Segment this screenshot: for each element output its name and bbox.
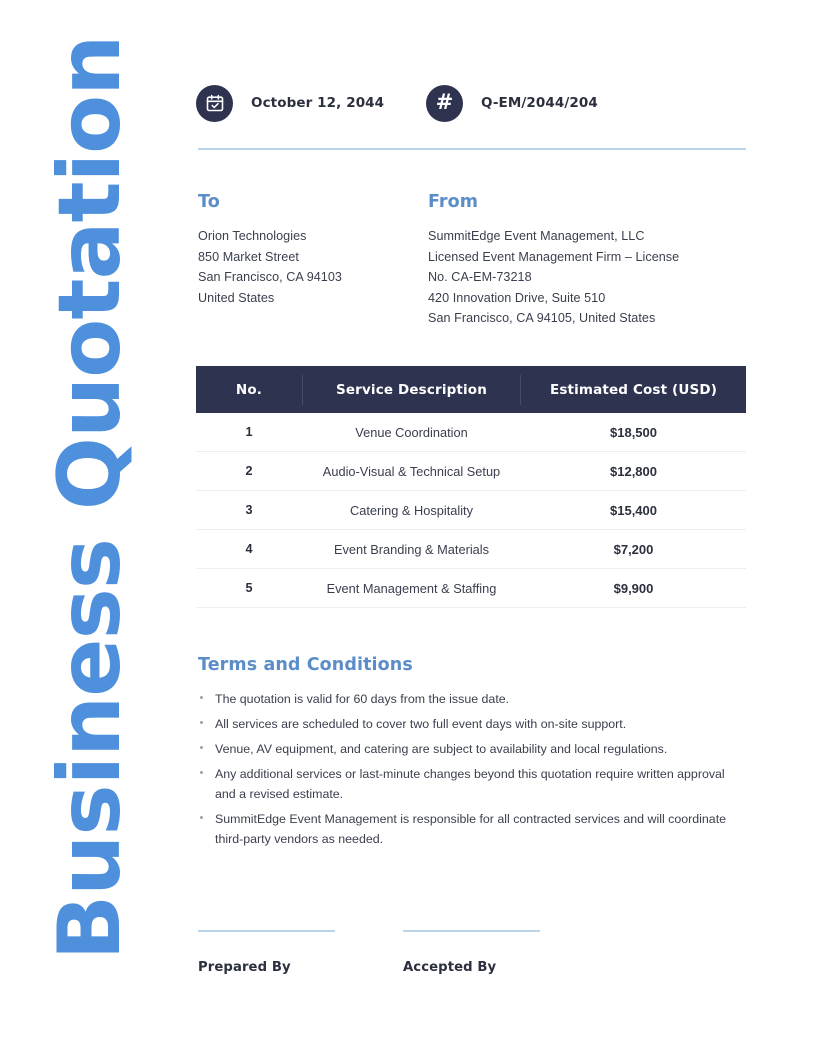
- services-table: [196, 366, 746, 608]
- table-row: [196, 491, 746, 530]
- quote-number-group: [426, 85, 598, 122]
- row-cost: $15,400: [610, 502, 657, 518]
- side-title-area: [0, 0, 180, 1056]
- terms-text: The quotation is valid for 60 days from the issue date.: [215, 692, 510, 706]
- table-row: [196, 413, 746, 452]
- hash-glyph: #: [435, 90, 454, 114]
- row-cost: $9,900: [613, 580, 654, 596]
- row-cost: $12,800: [610, 463, 657, 479]
- content-column: [196, 0, 756, 1056]
- from-line: San Francisco, CA 94105, United States: [428, 311, 656, 326]
- terms-text: SummitEdge Event Management is responsible for all contracted services and will coordinate third-party vendors as needed.: [215, 812, 727, 846]
- column-header-no: No.: [235, 381, 263, 398]
- accepted-by-label: Accepted By: [403, 960, 497, 975]
- table-row: [196, 569, 746, 608]
- calendar-check-icon: [196, 85, 233, 122]
- hash-icon: [426, 85, 463, 122]
- row-description: Event Management & Staffing: [326, 580, 497, 596]
- header-divider: [198, 148, 746, 150]
- party-from: [428, 192, 756, 329]
- from-line: Licensed Event Management Firm – License: [428, 249, 680, 264]
- prepared-by-line: [198, 930, 335, 932]
- prepared-by-block: [198, 930, 403, 975]
- bullet-icon: [200, 696, 203, 699]
- to-heading: To: [198, 192, 220, 212]
- row-no: 4: [245, 542, 253, 556]
- to-line: Orion Technologies: [198, 229, 307, 243]
- column-header-cost: Estimated Cost (USD): [549, 381, 718, 398]
- prepared-by-label: Prepared By: [198, 960, 291, 975]
- row-description: Audio-Visual & Technical Setup: [322, 463, 501, 479]
- parties-section: [198, 192, 756, 329]
- terms-text: Venue, AV equipment, and catering are subject to availability and local regulations.: [215, 742, 668, 756]
- row-cost: $18,500: [610, 424, 657, 440]
- to-line: San Francisco, CA 94103: [198, 270, 342, 285]
- terms-text: Any additional services or last-minute changes beyond this quotation require written approval and a revised estimate.: [215, 767, 725, 801]
- accepted-by-block: [403, 930, 608, 975]
- bullet-icon: [200, 816, 203, 819]
- terms-list-item: [198, 809, 746, 849]
- row-no: 5: [245, 581, 253, 595]
- table-header-row: [196, 366, 746, 413]
- to-line: United States: [198, 290, 275, 305]
- document-title: Business Quotation: [40, 35, 140, 961]
- row-description: Catering & Hospitality: [349, 502, 474, 518]
- terms-list-item: [198, 764, 746, 804]
- accepted-by-line: [403, 930, 540, 932]
- row-cost: $7,200: [613, 541, 654, 557]
- meta-header: [196, 80, 756, 126]
- table-row: [196, 452, 746, 491]
- terms-heading: Terms and Conditions: [198, 655, 413, 675]
- quote-date-group: [196, 85, 426, 122]
- terms-list-item: [198, 714, 746, 734]
- to-line: 850 Market Street: [198, 249, 299, 264]
- row-description: Event Branding & Materials: [333, 541, 490, 557]
- terms-text: All services are scheduled to cover two full event days with on-site support.: [215, 717, 627, 731]
- column-header-description: Service Description: [302, 375, 521, 405]
- row-no: 3: [245, 503, 253, 517]
- row-description: Venue Coordination: [355, 424, 468, 440]
- table-row: [196, 530, 746, 569]
- quote-number-value: Q-EM/2044/204: [481, 95, 598, 111]
- quote-date-value: October 12, 2044: [251, 95, 385, 111]
- from-heading: From: [428, 192, 479, 212]
- row-no: 1: [245, 425, 253, 439]
- terms-list-item: [198, 739, 746, 759]
- terms-section: [198, 655, 746, 854]
- bullet-icon: [200, 721, 203, 724]
- party-to: [198, 192, 428, 329]
- bullet-icon: [200, 746, 203, 749]
- row-no: 2: [245, 464, 253, 478]
- from-line: 420 Innovation Drive, Suite 510: [428, 290, 606, 305]
- bullet-icon: [200, 771, 203, 774]
- from-line: No. CA-EM-73218: [428, 270, 532, 285]
- terms-list-item: [198, 689, 746, 709]
- signature-section: [198, 930, 618, 975]
- from-line: SummitEdge Event Management, LLC: [428, 229, 645, 243]
